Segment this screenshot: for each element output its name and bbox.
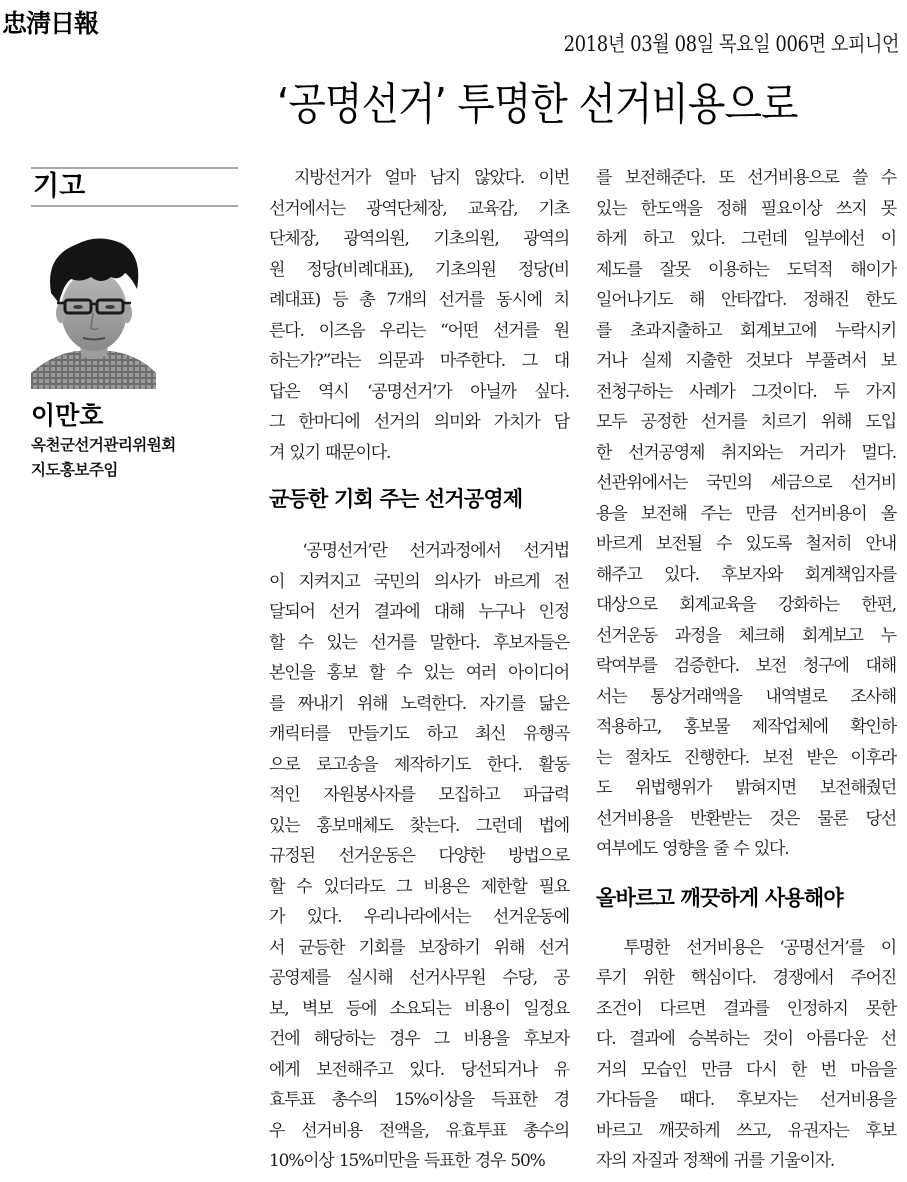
text-line: 루기 위한 핵심이다. 경쟁에서 주어진 [596, 968, 896, 988]
text-line: 조건이 다르면 결과를 인정하지 못한 [596, 998, 896, 1019]
section-label: 기고 [33, 171, 86, 202]
text-line: 할 수 있는 선거를 말한다. 후보자들은 [269, 632, 569, 653]
author-affiliation: 옥천군선거관리위원회 [31, 436, 176, 454]
text-line: 선거에서는 광역단체장, 교육감, 기초 [269, 198, 569, 219]
text-line: 일어나기도 해 안타깝다. 정해진 한도 [596, 290, 896, 310]
author-position: 지도홍보주임 [31, 461, 118, 479]
paragraph-fair-election [269, 536, 569, 1177]
text-line: 효투표 총수의 15%이상을 득표한 경 [269, 1090, 569, 1110]
dateline: 2018년 03월 08일 목요일 006면 오피니언 [563, 32, 899, 56]
text-line: 건에 해당하는 경우 그 비용을 후보자 [269, 1029, 569, 1049]
text-line: 해주고 있다. 후보자와 회계책임자를 [596, 564, 896, 585]
text-line: 대상으로 회계교육을 강화하는 한편, [596, 595, 896, 615]
text-line: 모두 공정한 선거를 치르기 위해 도입 [596, 412, 896, 432]
text-line: 하게 하고 있다. 그런데 일부에선 이 [596, 229, 896, 249]
text-line: 도 위법행위가 밝혀지면 보전해줬던 [596, 778, 896, 798]
text-line: 락여부를 검증한다. 보전 청구에 대해 [596, 656, 896, 676]
text-line: 10%이상 15%미만을 득표한 경우 50% [269, 1151, 545, 1171]
author-portrait-icon [31, 233, 156, 389]
paragraph-reimbursement [596, 163, 896, 865]
text-line: ‘공명선거’란 선거과정에서 선거법 [269, 541, 569, 561]
paragraph-intro [269, 163, 569, 468]
article-column-1 [269, 163, 569, 1177]
text-line: 있는 한도액을 정해 필요이상 쓰지 못 [596, 198, 896, 219]
text-line: 가다듬을 때다. 후보자는 선거비용을 [596, 1090, 896, 1110]
text-line: 선관위에서는 국민의 세금으로 선거비 [596, 473, 896, 493]
text-line: 제도를 잘못 이용하는 도덕적 해이가 [596, 259, 896, 280]
paragraph-conclusion [596, 933, 896, 1177]
text-line: 한 선거공영제 취지와는 거리가 멀다. [596, 442, 896, 463]
text-line: 우 선거비용 전액을, 유효투표 총수의 [269, 1120, 569, 1141]
text-line: 거나 실제 지출한 것보다 부풀려서 보 [596, 351, 896, 371]
text-line: 에게 보전해주고 있다. 당선되거나 유 [269, 1059, 569, 1080]
text-line: 바르게 보전될 수 있도록 철저히 안내 [596, 534, 896, 554]
text-line: 그 한마디에 선거의 의미와 가치가 담 [269, 412, 569, 432]
text-line: 적용하고, 홍보물 제작업체에 확인하 [596, 717, 896, 737]
subheading-use-cleanly: 올바르고 깨끗하게 사용해야 [596, 885, 843, 910]
text-line: 서 균등한 기회를 보장하기 위해 선거 [269, 937, 569, 958]
text-line: 이 지켜지고 국민의 의사가 바르게 전 [269, 571, 569, 592]
text-line: 거의 모습인 만큼 다시 한 번 마음을 [596, 1059, 896, 1080]
text-line: 있는 홍보매체도 찾는다. 그런데 법에 [269, 815, 569, 836]
text-line: 답은 역시 ‘공명선거’가 아닐까 싶다. [269, 381, 569, 402]
text-line: 용을 보전해 주는 만큼 선거비용이 올 [596, 503, 896, 524]
text-line: 으로 로고송을 제작하기도 한다. 활동 [269, 754, 569, 775]
text-line: 바르고 깨끗하게 쓰고, 유권자는 후보 [596, 1120, 896, 1141]
author-name: 이만호 [31, 401, 104, 430]
text-line: 투명한 선거비용은 ‘공명선거’를 이 [596, 937, 896, 958]
subheading-equal-opportunity: 균등한 기회 주는 선거공영제 [269, 487, 523, 511]
text-line: 단체장, 광역의원, 기초의원, 광역의 [269, 229, 569, 249]
text-line: 른다. 이즈음 우리는 “어떤 선거를 원 [269, 320, 569, 341]
text-line: 지방선거가 얼마 남지 않았다. 이번 [269, 168, 569, 188]
text-line: 가 있다. 우리나라에서는 선거운동에 [269, 907, 569, 927]
author-sidebar [31, 167, 238, 483]
text-line: 보, 벽보 등에 소요되는 비용이 일정요 [269, 998, 569, 1019]
text-line: 는 절차도 진행한다. 보전 받은 이후라 [596, 747, 896, 768]
text-line: 겨 있기 때문이다. [269, 442, 391, 463]
text-line: 전청구하는 사례가 그것이다. 두 가지 [596, 381, 896, 402]
text-line: 선거비용을 반환받는 것은 물론 당선 [596, 808, 896, 829]
newspaper-masthead: 忠淸日報 [2, 9, 99, 38]
author-photo [31, 233, 156, 389]
article-headline: ‘공명선거’ 투명한 선거비용으로 [277, 79, 798, 130]
text-line: 규정된 선거운동은 다양한 방법으로 [269, 846, 569, 866]
text-line: 를 짜내기 위해 노력한다. 자기를 닮은 [269, 693, 569, 714]
text-line: 본인을 홍보 할 수 있는 여러 아이디어 [269, 663, 569, 683]
text-line: 달되어 선거 결과에 대해 누구나 인정 [269, 602, 569, 622]
text-line: 례대표) 등 총 7개의 선거를 동시에 치 [269, 290, 569, 310]
text-line: 를 보전해준다. 또 선거비용으로 쓸 수 [596, 168, 896, 188]
text-line: 원 정당(비례대표), 기초의원 정당(비 [269, 259, 569, 280]
text-line: 를 초과지출하고 회계보고에 누락시키 [596, 320, 896, 341]
text-line: 할 수 있더라도 그 비용은 제한할 필요 [269, 876, 569, 897]
divider-bottom [31, 205, 238, 207]
text-line: 여부에도 영향을 줄 수 있다. [596, 839, 789, 859]
text-line: 공영제를 실시해 선거사무원 수당, 공 [269, 968, 569, 988]
text-line: 선거운동 과정을 체크해 회계보고 누 [596, 625, 896, 646]
text-line: 하는가?”라는 의문과 마주한다. 그 대 [269, 351, 569, 371]
text-line: 적인 자원봉사자를 모집하고 파급력 [269, 785, 569, 805]
text-line: 캐릭터를 만들기도 하고 최신 유행곡 [269, 724, 569, 744]
text-line: 자의 자질과 정책에 귀를 기울이자. [596, 1151, 835, 1171]
article-column-2 [596, 163, 896, 1177]
text-line: 다. 결과에 승복하는 것이 아름다운 선 [596, 1029, 896, 1049]
text-line: 서는 통상거래액을 내역별로 조사해 [596, 686, 896, 707]
